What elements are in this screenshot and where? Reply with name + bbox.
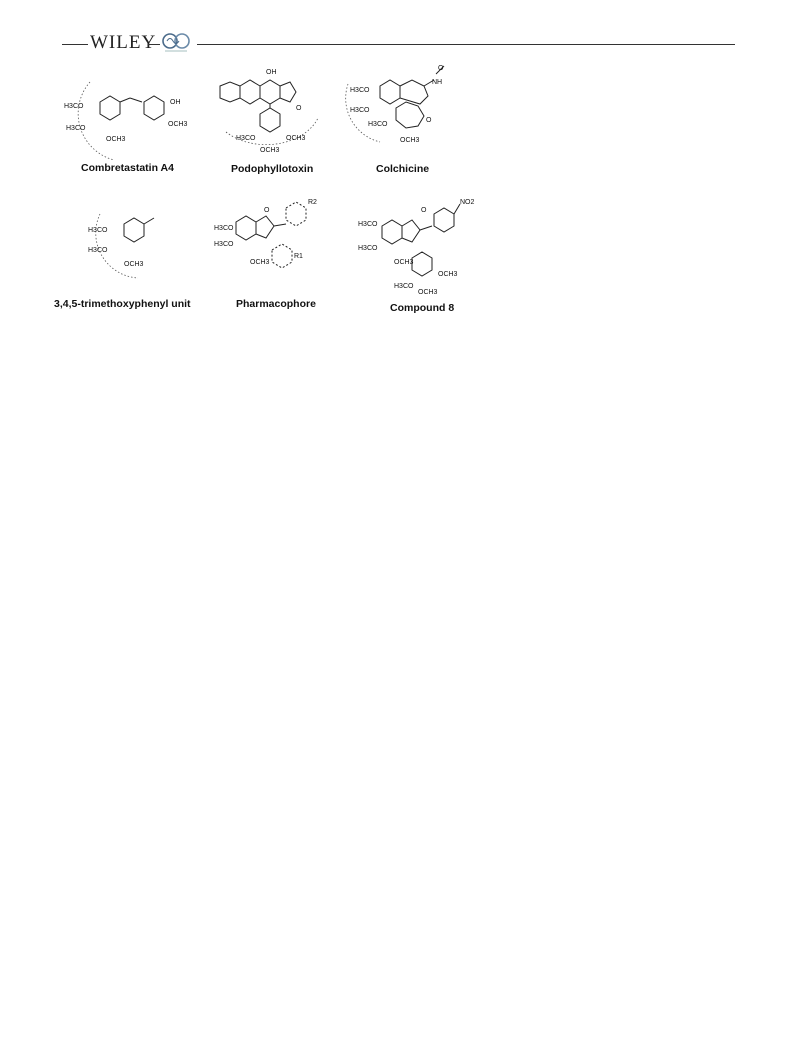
trimethoxyphenyl-label-h3co-2: H3CO bbox=[88, 247, 108, 254]
podophyllotoxin-structure bbox=[220, 69, 318, 154]
header-rule-mid bbox=[148, 44, 160, 45]
combretastatin-structure bbox=[64, 82, 188, 160]
caption-compound8: Compound 8 bbox=[390, 302, 455, 314]
combretastatin-label-oh: OH bbox=[170, 99, 181, 106]
chemical-structures-figure bbox=[50, 62, 510, 322]
colchicine-structure bbox=[346, 65, 444, 144]
pharmacophore-label-r1: R1 bbox=[294, 253, 303, 260]
page-header bbox=[0, 30, 793, 60]
podophyllotoxin-label-oh: OH bbox=[266, 69, 277, 76]
pharmacophore-label-r2: R2 bbox=[308, 199, 317, 206]
combretastatin-label-och3: OCH3 bbox=[106, 136, 126, 143]
compound8-label-och3: OCH3 bbox=[394, 259, 414, 266]
compound8-label-o: O bbox=[421, 207, 427, 214]
publisher-name: WILEY bbox=[90, 32, 157, 53]
colchicine-label-h3co-2: H3CO bbox=[350, 107, 370, 114]
compound8-label-och3-3: OCH3 bbox=[418, 289, 438, 296]
compound8-label-no2: NO2 bbox=[460, 199, 475, 206]
society-logo-icon bbox=[161, 30, 195, 56]
compound8-label-h3co-2: H3CO bbox=[358, 245, 378, 252]
caption-podophyllotoxin: Podophyllotoxin bbox=[231, 163, 314, 175]
compound8-label-h3co-3: H3CO bbox=[394, 283, 414, 290]
trimethoxyphenyl-label-h3co: H3CO bbox=[88, 227, 108, 234]
podophyllotoxin-label-och3: OCH3 bbox=[286, 135, 306, 142]
pharmacophore-structure bbox=[214, 199, 317, 268]
pharmacophore-label-h3co-2: H3CO bbox=[214, 241, 234, 248]
header-rule-left bbox=[62, 44, 88, 45]
combretastatin-label-h3co: H3CO bbox=[64, 103, 84, 110]
colchicine-label-h3co-3: H3CO bbox=[368, 121, 388, 128]
caption-combretastatin: Combretastatin A4 bbox=[81, 162, 174, 174]
header-rule-right bbox=[197, 44, 735, 45]
pharmacophore-label-och3: OCH3 bbox=[250, 259, 270, 266]
trimethoxyphenyl-structure bbox=[88, 214, 154, 278]
caption-trimethoxyphenyl: 3,4,5-trimethoxyphenyl unit bbox=[54, 298, 191, 310]
combretastatin-label-h3co-2: H3CO bbox=[66, 125, 86, 132]
colchicine-label-o: O bbox=[438, 65, 444, 72]
caption-colchicine: Colchicine bbox=[376, 163, 430, 175]
colchicine-label-och3: OCH3 bbox=[400, 137, 420, 144]
colchicine-label-nh: NH bbox=[432, 79, 443, 86]
compound8-label-h3co: H3CO bbox=[358, 221, 378, 228]
podophyllotoxin-label-o: O bbox=[296, 105, 302, 112]
caption-pharmacophore: Pharmacophore bbox=[236, 298, 316, 310]
podophyllotoxin-label-och3-2: OCH3 bbox=[260, 147, 280, 154]
compound8-structure bbox=[358, 199, 475, 296]
colchicine-label-o-2: O bbox=[426, 117, 432, 124]
colchicine-label-h3co: H3CO bbox=[350, 87, 370, 94]
combretastatin-label-och3-2: OCH3 bbox=[168, 121, 188, 128]
podophyllotoxin-label-h3co: H3CO bbox=[236, 135, 256, 142]
compound8-label-och3-2: OCH3 bbox=[438, 271, 458, 278]
pharmacophore-label-o: O bbox=[264, 207, 270, 214]
pharmacophore-label-h3co: H3CO bbox=[214, 225, 234, 232]
structures-drawing bbox=[50, 62, 510, 322]
trimethoxyphenyl-label-och3: OCH3 bbox=[124, 261, 144, 268]
